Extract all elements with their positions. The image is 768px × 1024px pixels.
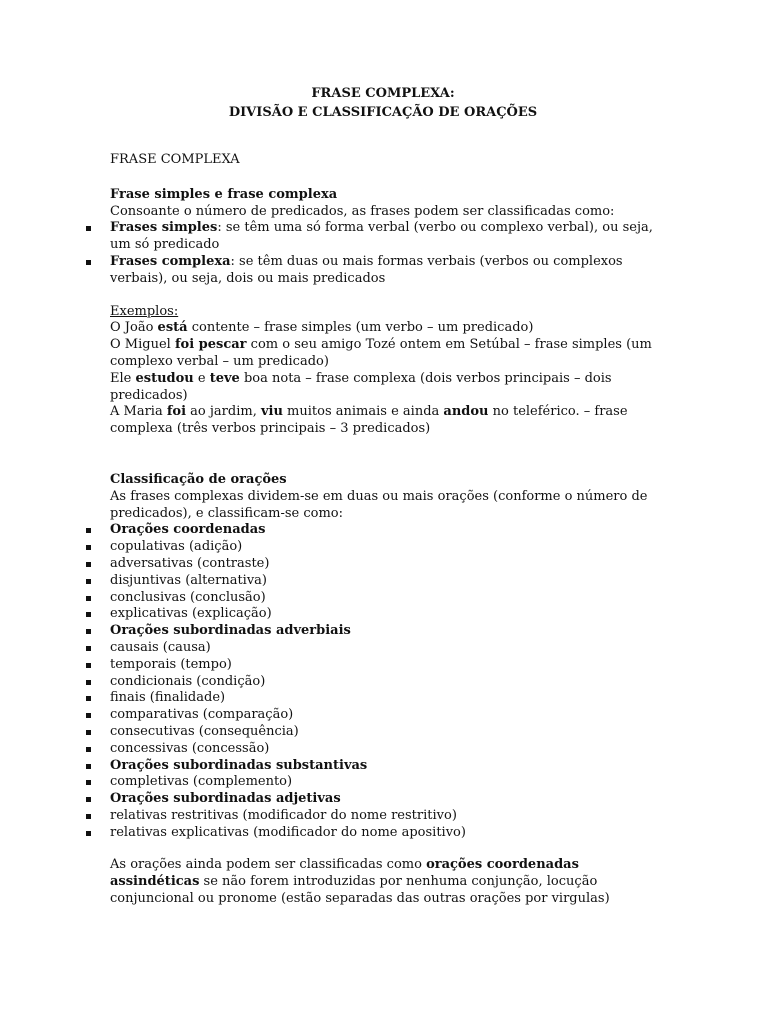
document-body	[110, 152, 658, 908]
list-item: comparativas (comparação)	[110, 707, 658, 724]
part2-heading: Classificação de orações	[110, 471, 287, 487]
bullet-term: Frases complexa	[110, 253, 231, 269]
document-title	[110, 84, 656, 122]
list-item: completivas (complemento)	[110, 774, 658, 791]
list-item: causais (causa)	[110, 640, 658, 657]
list-item: adversativas (contraste)	[110, 556, 658, 573]
list-item: consecutivas (consequência)	[110, 724, 658, 741]
list-item	[110, 220, 658, 254]
part2-intro: As frases complexas dividem-se em duas ou mais orações (conforme o número de predicados), e classificam-se como:	[110, 488, 648, 521]
list-heading-item: Orações coordenadas	[110, 522, 658, 539]
examples-label: Exemplos:	[110, 303, 179, 319]
bullet-text: : se têm duas ou mais formas verbais (verbos ou complexos verbais), ou seja, dois ou mais predicados	[110, 253, 623, 286]
list-heading-item: Orações subordinadas substantivas	[110, 758, 658, 775]
list-item: copulativas (adição)	[110, 539, 658, 556]
list-item: finais (finalidade)	[110, 690, 658, 707]
title-line-2: DIVISÃO E CLASSIFICAÇÃO DE ORAÇÕES	[228, 105, 538, 120]
part1-bullet-list	[110, 220, 658, 287]
example-2: O Miguel foi pescar com o seu amigo Tozé ontem em Setúbal – frase simples (um complexo verbal – um predicado)	[110, 337, 652, 369]
list-item: condicionais (condição)	[110, 674, 658, 691]
list-item: temporais (tempo)	[110, 657, 658, 674]
list-item: relativas restritivas (modificador do nome restritivo)	[110, 808, 658, 825]
closing-paragraph: As orações ainda podem ser classificadas como orações coordenadas assindéticas se não forem introduzidas por nenhuma conjunção, locução conjuncional ou pronome (estão separadas das outras orações por virgulas)	[110, 857, 610, 907]
list-item: conclusivas (conclusão)	[110, 590, 658, 607]
list-heading-item: Orações subordinadas adjetivas	[110, 791, 658, 808]
list-item: explicativas (explicação)	[110, 606, 658, 623]
example-4: A Maria foi ao jardim, viu muitos animais e ainda andou no teleférico. – frase complexa (três verbos principais – 3 predicados)	[110, 404, 628, 437]
list-heading-item: Orações subordinadas adverbiais	[110, 623, 658, 640]
section-header: FRASE COMPLEXA	[110, 152, 240, 167]
title-line-1: FRASE COMPLEXA:	[311, 86, 455, 101]
bullet-term: Frases simples	[110, 220, 218, 236]
example-3: Ele estudou e teve boa nota – frase complexa (dois verbos principais – dois predicados)	[110, 370, 612, 403]
list-item: relativas explicativas (modificador do nome apositivo)	[110, 825, 658, 842]
list-item: concessivas (concessão)	[110, 741, 658, 758]
part1-intro: Consoante o número de predicados, as frases podem ser classificadas como:	[110, 203, 615, 219]
list-item: disjuntivas (alternativa)	[110, 573, 658, 590]
part1-heading: Frase simples e frase complexa	[110, 186, 338, 202]
classification-list	[110, 522, 658, 841]
bullet-text: : se têm uma só forma verbal (verbo ou complexo verbal), ou seja, um só predicado	[110, 220, 653, 253]
example-1: O João está contente – frase simples (um verbo – um predicado)	[110, 320, 534, 336]
list-item	[110, 254, 658, 288]
